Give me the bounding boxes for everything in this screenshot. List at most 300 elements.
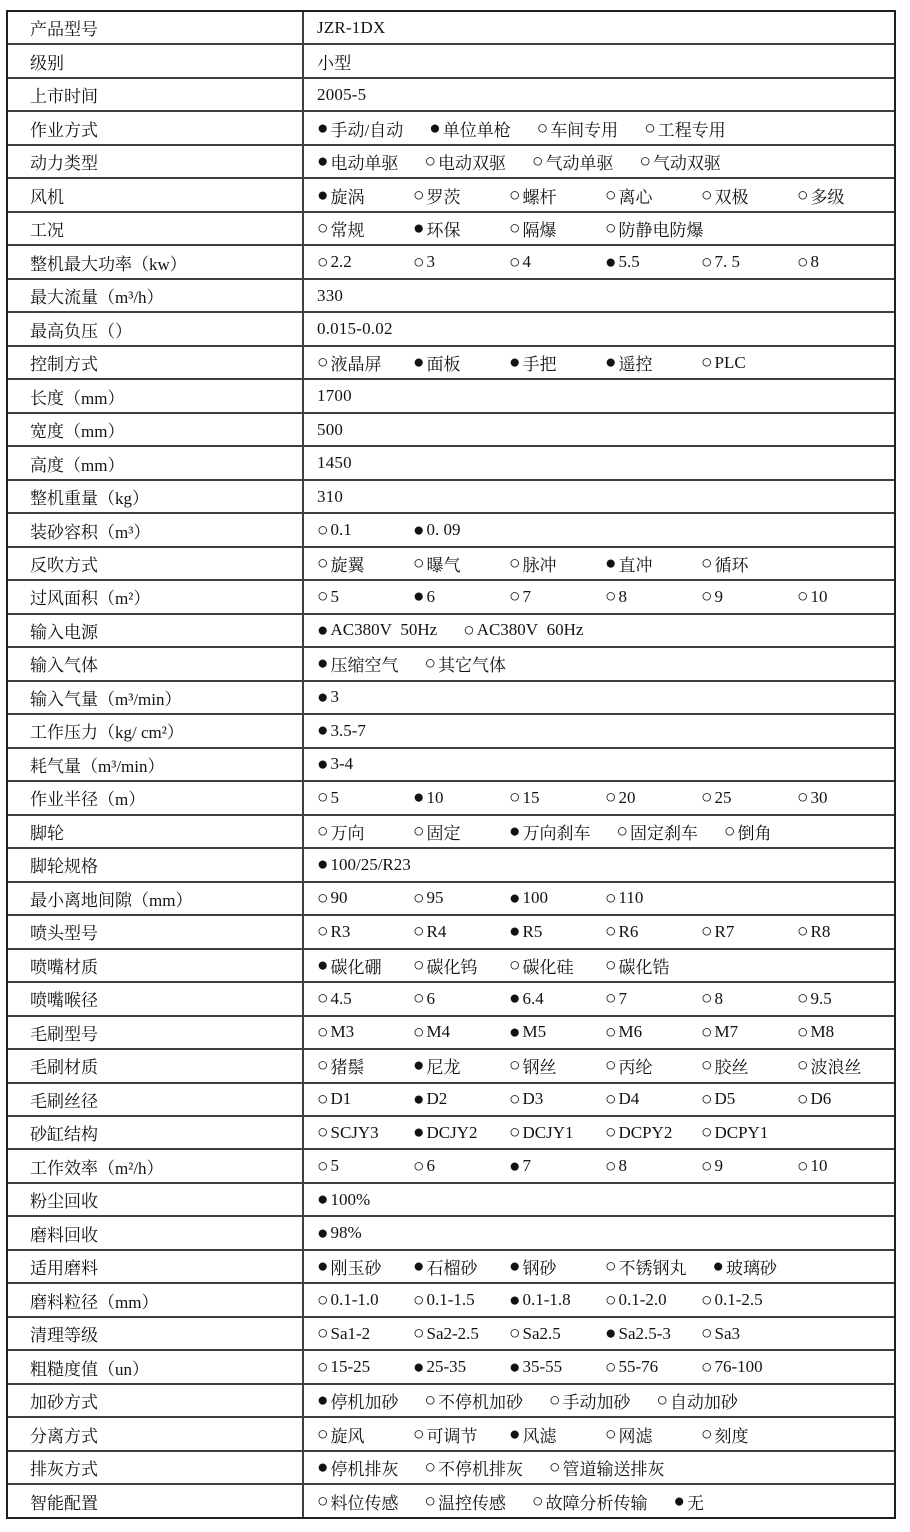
option-label: 固定刹车 [629, 823, 698, 843]
radio-empty-icon: ○ [616, 820, 628, 842]
spec-option [616, 819, 697, 844]
radio-filled-icon: ● [317, 686, 329, 708]
row-label: 脚轮规格 [8, 849, 304, 880]
radio-empty-icon: ○ [531, 1490, 544, 1512]
option-label: 环保 [426, 221, 461, 241]
spec-row [8, 1148, 894, 1181]
option-label: 9 [714, 1156, 723, 1176]
spec-row [8, 1182, 894, 1215]
option-label: 刻度 [714, 1426, 749, 1446]
row-value [304, 1418, 894, 1449]
spec-option [317, 1123, 387, 1143]
option-label: 液晶屏 [330, 355, 382, 375]
radio-empty-icon: ○ [317, 352, 329, 374]
value-text: 2005-5 [317, 84, 367, 104]
spec-row [8, 512, 894, 545]
option-label: 固定 [426, 823, 461, 843]
row-value [304, 414, 894, 445]
radio-empty-icon: ○ [317, 1088, 329, 1110]
row-label: 宽度（mm） [8, 414, 304, 445]
radio-empty-icon: ○ [424, 1457, 436, 1479]
radio-empty-icon: ○ [656, 1390, 668, 1412]
spec-option [317, 551, 387, 576]
option-label: 丙纶 [618, 1058, 653, 1078]
option-label: 隔爆 [522, 221, 557, 241]
radio-empty-icon: ○ [317, 887, 329, 909]
spec-option [701, 989, 771, 1009]
radio-empty-icon: ○ [797, 1088, 809, 1110]
option-label: 7. 5 [714, 252, 740, 272]
spec-option [605, 1290, 675, 1310]
spec-row [8, 613, 894, 646]
spec-option [509, 1053, 579, 1078]
radio-empty-icon: ○ [317, 1289, 329, 1311]
spec-option [317, 721, 387, 741]
spec-option [317, 1455, 398, 1480]
spec-option [317, 855, 411, 875]
option-label: 7 [522, 1156, 531, 1176]
spec-row [8, 981, 894, 1014]
spec-option [509, 888, 579, 908]
spec-option [797, 1089, 867, 1109]
spec-option [317, 1324, 387, 1344]
spec-row [8, 144, 894, 177]
row-label: 输入电源 [8, 615, 304, 646]
spec-row [8, 546, 894, 579]
option-label: 离心 [618, 187, 653, 207]
radio-filled-icon: ● [317, 653, 329, 675]
option-label: 76-100 [714, 1357, 763, 1377]
spec-option [797, 989, 867, 1009]
option-label: 30 [810, 787, 828, 807]
spec-option [701, 252, 771, 272]
row-value [304, 313, 894, 344]
spec-option [317, 1022, 387, 1042]
row-label: 毛刷型号 [8, 1017, 304, 1048]
option-label: 碳化钨 [426, 957, 478, 977]
spec-option [317, 1223, 387, 1243]
radio-filled-icon: ● [317, 1222, 329, 1244]
row-value [304, 615, 894, 646]
radio-filled-icon: ● [317, 720, 329, 742]
spec-option [317, 149, 398, 174]
radio-empty-icon: ○ [797, 184, 809, 206]
spec-option [413, 587, 483, 607]
spec-option [509, 1324, 579, 1344]
option-label: M4 [426, 1022, 451, 1042]
row-label: 分离方式 [8, 1418, 304, 1449]
radio-empty-icon: ○ [509, 586, 521, 608]
radio-empty-icon: ○ [605, 954, 617, 976]
option-label: M3 [330, 1022, 355, 1042]
option-label: 压缩空气 [330, 656, 399, 676]
option-label: 10 [810, 1156, 828, 1176]
spec-option [509, 1123, 579, 1143]
spec-row [8, 579, 894, 612]
row-value [304, 548, 894, 579]
option-label: 10 [426, 787, 444, 807]
radio-empty-icon: ○ [701, 988, 713, 1010]
spec-option [509, 216, 579, 241]
option-label: 波浪丝 [810, 1058, 862, 1078]
radio-empty-icon: ○ [536, 117, 549, 139]
option-label: Sa2.5-3 [618, 1323, 671, 1343]
radio-empty-icon: ○ [424, 1390, 436, 1412]
option-label: 常规 [330, 221, 365, 241]
option-label: 0.1-2.0 [618, 1290, 667, 1310]
option-label: M5 [522, 1022, 547, 1042]
option-label: AC380V 60Hz [476, 620, 584, 640]
radio-empty-icon: ○ [413, 251, 425, 273]
radio-empty-icon: ○ [509, 218, 521, 240]
radio-empty-icon: ○ [701, 586, 713, 608]
radio-empty-icon: ○ [463, 619, 475, 641]
radio-empty-icon: ○ [797, 1021, 809, 1043]
row-value [304, 1217, 894, 1248]
value-text: 1700 [317, 386, 352, 406]
radio-empty-icon: ○ [797, 921, 809, 943]
option-label: 钢丝 [522, 1058, 557, 1078]
radio-empty-icon: ○ [317, 921, 329, 943]
radio-filled-icon: ● [413, 1088, 425, 1110]
radio-empty-icon: ○ [317, 519, 329, 541]
radio-filled-icon: ● [509, 887, 521, 909]
radio-empty-icon: ○ [317, 1490, 329, 1512]
spec-option [797, 1156, 867, 1176]
radio-empty-icon: ○ [317, 251, 329, 273]
row-value [304, 983, 894, 1014]
radio-empty-icon: ○ [605, 887, 617, 909]
option-label: DCPY2 [618, 1122, 673, 1142]
option-label: 车间专用 [550, 120, 619, 140]
spec-option [317, 687, 387, 707]
radio-empty-icon: ○ [605, 586, 617, 608]
radio-filled-icon: ● [605, 251, 617, 273]
spec-row [8, 1316, 894, 1349]
spec-option [797, 788, 867, 808]
spec-option [701, 1422, 771, 1447]
row-label: 毛刷材质 [8, 1050, 304, 1081]
spec-row [8, 345, 894, 378]
row-label: 整机重量（kg） [8, 481, 304, 512]
spec-option [509, 1357, 579, 1377]
spec-option [317, 1388, 398, 1413]
spec-row [8, 1249, 894, 1282]
spec-option [317, 989, 387, 1009]
spec-option [424, 651, 505, 676]
spec-option [509, 587, 579, 607]
radio-empty-icon: ○ [413, 1289, 425, 1311]
radio-empty-icon: ○ [317, 552, 329, 574]
radio-empty-icon: ○ [531, 151, 544, 173]
spec-option [509, 551, 579, 576]
spec-row [8, 1349, 894, 1382]
option-label: R8 [810, 921, 831, 941]
option-label: 面板 [426, 355, 461, 375]
spec-row [8, 278, 894, 311]
radio-empty-icon: ○ [605, 1256, 617, 1278]
option-label: 气动单驱 [545, 154, 614, 174]
radio-empty-icon: ○ [701, 787, 713, 809]
spec-option [413, 1422, 483, 1447]
value-text: 310 [317, 486, 344, 506]
option-label: 25-35 [426, 1357, 467, 1377]
option-label: 55-76 [618, 1357, 659, 1377]
spec-option [605, 252, 675, 272]
row-value [304, 682, 894, 713]
row-label: 过风面积（m²） [8, 581, 304, 612]
radio-empty-icon: ○ [317, 1122, 329, 1144]
spec-row [8, 1215, 894, 1248]
spec-option [605, 216, 703, 241]
spec-option [317, 1190, 387, 1210]
row-label: 最大流量（m³/h） [8, 280, 304, 311]
spec-option [317, 587, 387, 607]
row-label: 高度（mm） [8, 447, 304, 478]
option-label: 6.4 [522, 988, 544, 1008]
row-value [304, 1184, 894, 1215]
row-value [304, 1017, 894, 1048]
radio-empty-icon: ○ [644, 117, 656, 139]
spec-option [424, 1388, 522, 1413]
row-value [304, 514, 894, 545]
spec-option [413, 551, 483, 576]
radio-filled-icon: ● [317, 1457, 329, 1479]
row-label: 适用磨料 [8, 1251, 304, 1282]
row-label: 最小离地间隙（mm） [8, 883, 304, 914]
spec-option [549, 1388, 630, 1413]
radio-empty-icon: ○ [548, 1457, 561, 1479]
option-label: 罗茨 [426, 187, 461, 207]
option-label: 多级 [810, 187, 845, 207]
spec-option [532, 149, 613, 174]
spec-option [656, 1388, 737, 1413]
spec-option [509, 788, 579, 808]
spec-option [413, 183, 483, 208]
spec-row [8, 244, 894, 277]
spec-option [413, 252, 483, 272]
row-label: 作业半径（m） [8, 782, 304, 813]
row-value [304, 1150, 894, 1181]
spec-option [413, 1156, 483, 1176]
spec-option [644, 116, 725, 141]
radio-filled-icon: ● [509, 1356, 521, 1378]
option-label: 3-4 [330, 754, 354, 774]
row-label: 喷嘴喉径 [8, 983, 304, 1014]
radio-filled-icon: ● [413, 1356, 425, 1378]
spec-option [509, 953, 579, 978]
option-label: 3 [330, 687, 339, 707]
radio-empty-icon: ○ [605, 1356, 617, 1378]
option-label: 4 [522, 252, 531, 272]
spec-option [413, 1254, 483, 1279]
radio-empty-icon: ○ [509, 1088, 521, 1110]
option-label: R6 [618, 921, 639, 941]
spec-option [317, 183, 387, 208]
spec-option [797, 252, 867, 272]
radio-empty-icon: ○ [509, 184, 521, 206]
spec-option [673, 1489, 743, 1514]
row-label: 工况 [8, 213, 304, 244]
row-label: 智能配置 [8, 1485, 304, 1516]
radio-empty-icon: ○ [605, 921, 617, 943]
option-label: 5 [330, 586, 339, 606]
row-label: 整机最大功率（kw） [8, 246, 304, 277]
spec-row [8, 881, 894, 914]
option-label: DCJY2 [426, 1122, 478, 1142]
option-label: R7 [714, 921, 735, 941]
row-value [304, 715, 894, 746]
spec-option [317, 1290, 387, 1310]
spec-option [605, 587, 675, 607]
product-spec-table [6, 10, 896, 1519]
row-value [304, 782, 894, 813]
row-value [304, 648, 894, 679]
option-label: 0. 09 [426, 520, 461, 539]
radio-empty-icon: ○ [701, 1155, 713, 1177]
spec-row [8, 77, 894, 110]
spec-row [8, 311, 894, 344]
row-label: 粉尘回收 [8, 1184, 304, 1215]
row-value [304, 12, 894, 43]
radio-empty-icon: ○ [509, 954, 521, 976]
radio-empty-icon: ○ [797, 586, 809, 608]
row-value [304, 213, 894, 244]
spec-option [605, 953, 675, 978]
radio-empty-icon: ○ [413, 820, 425, 842]
option-label: 网滤 [618, 1426, 653, 1446]
radio-empty-icon: ○ [605, 1423, 617, 1445]
radio-empty-icon: ○ [797, 787, 809, 809]
radio-filled-icon: ● [413, 787, 425, 809]
row-value [304, 481, 894, 512]
radio-filled-icon: ● [509, 1256, 521, 1278]
option-label: 5 [330, 1156, 339, 1176]
row-label: 长度（mm） [8, 380, 304, 411]
row-label: 最高负压（） [8, 313, 304, 344]
option-label: 碳化硅 [522, 957, 574, 977]
option-label: 7 [618, 988, 627, 1008]
spec-option [413, 1290, 483, 1310]
option-label: 0.1-1.5 [426, 1290, 475, 1310]
value-text: 1450 [317, 453, 352, 473]
option-label: 手把 [522, 355, 557, 375]
spec-option [413, 989, 483, 1009]
row-label: 上市时间 [8, 79, 304, 110]
option-label: 故障分析传输 [545, 1493, 648, 1513]
row-label: 反吹方式 [8, 548, 304, 579]
radio-empty-icon: ○ [701, 1289, 713, 1311]
row-label: 作业方式 [8, 112, 304, 143]
option-label: 4.5 [330, 988, 352, 1008]
spec-option [509, 350, 579, 375]
row-value [304, 380, 894, 411]
option-label: 电动双驱 [437, 154, 506, 174]
value-text: 500 [317, 419, 344, 439]
radio-empty-icon: ○ [509, 1055, 521, 1077]
value-text: 330 [317, 285, 344, 305]
spec-option [413, 1053, 483, 1078]
radio-filled-icon: ● [317, 151, 329, 173]
option-label: 20 [618, 787, 636, 807]
option-label: 手动/自动 [330, 120, 404, 140]
row-value [304, 1251, 894, 1282]
spec-option [413, 1022, 483, 1042]
radio-empty-icon: ○ [413, 887, 425, 909]
radio-filled-icon: ● [673, 1490, 685, 1512]
row-label: 喷嘴材质 [8, 950, 304, 981]
radio-empty-icon: ○ [317, 218, 329, 240]
spec-row [8, 747, 894, 780]
spec-option [701, 1089, 771, 1109]
option-label: 胶丝 [714, 1058, 749, 1078]
option-label: 管道输送排灰 [562, 1460, 665, 1480]
option-label: Sa2-2.5 [426, 1323, 479, 1343]
spec-row [8, 378, 894, 411]
option-label: 其它气体 [437, 656, 506, 676]
spec-option [605, 183, 675, 208]
spec-option [509, 1422, 579, 1447]
spec-option [509, 252, 579, 272]
option-label: 不停机加砂 [437, 1393, 523, 1413]
option-label: 温控传感 [437, 1493, 506, 1513]
radio-empty-icon: ○ [701, 921, 713, 943]
radio-empty-icon: ○ [413, 1423, 425, 1445]
option-label: 曝气 [426, 555, 461, 575]
spec-row [8, 1282, 894, 1315]
row-label: 风机 [8, 179, 304, 210]
option-label: M6 [618, 1022, 643, 1042]
radio-filled-icon: ● [413, 218, 425, 240]
radio-empty-icon: ○ [317, 820, 329, 842]
radio-filled-icon: ● [509, 1021, 521, 1043]
value-text: 0.015-0.02 [317, 319, 393, 339]
radio-filled-icon: ● [413, 1256, 425, 1278]
spec-option [413, 1123, 483, 1143]
spec-option [605, 989, 675, 1009]
spec-row [8, 948, 894, 981]
radio-empty-icon: ○ [317, 1155, 329, 1177]
option-label: 15 [522, 787, 540, 807]
option-label: 35-55 [522, 1357, 563, 1377]
radio-empty-icon: ○ [605, 1155, 617, 1177]
radio-filled-icon: ● [317, 619, 329, 641]
radio-filled-icon: ● [509, 820, 521, 842]
row-value [304, 1485, 894, 1516]
option-label: 100 [522, 888, 548, 908]
spec-row [8, 780, 894, 813]
spec-option [317, 350, 387, 375]
spec-option [605, 1022, 675, 1042]
spec-option [424, 149, 505, 174]
spec-option [605, 1156, 675, 1176]
option-label: 螺杆 [522, 187, 557, 207]
option-label: 旋风 [330, 1426, 365, 1446]
spec-option [413, 1357, 483, 1377]
radio-filled-icon: ● [712, 1256, 724, 1278]
option-label: 钢砂 [522, 1259, 557, 1279]
spec-option [797, 1053, 867, 1078]
spec-option [701, 587, 771, 607]
spec-option [317, 754, 387, 774]
row-label: 排灰方式 [8, 1452, 304, 1483]
row-value [304, 1284, 894, 1315]
row-label: 输入气量（m³/min） [8, 682, 304, 713]
option-label: 料位传感 [330, 1493, 399, 1513]
option-label: 风滤 [522, 1426, 557, 1446]
radio-filled-icon: ● [509, 352, 521, 374]
row-label: 工作效率（m²/h） [8, 1150, 304, 1181]
